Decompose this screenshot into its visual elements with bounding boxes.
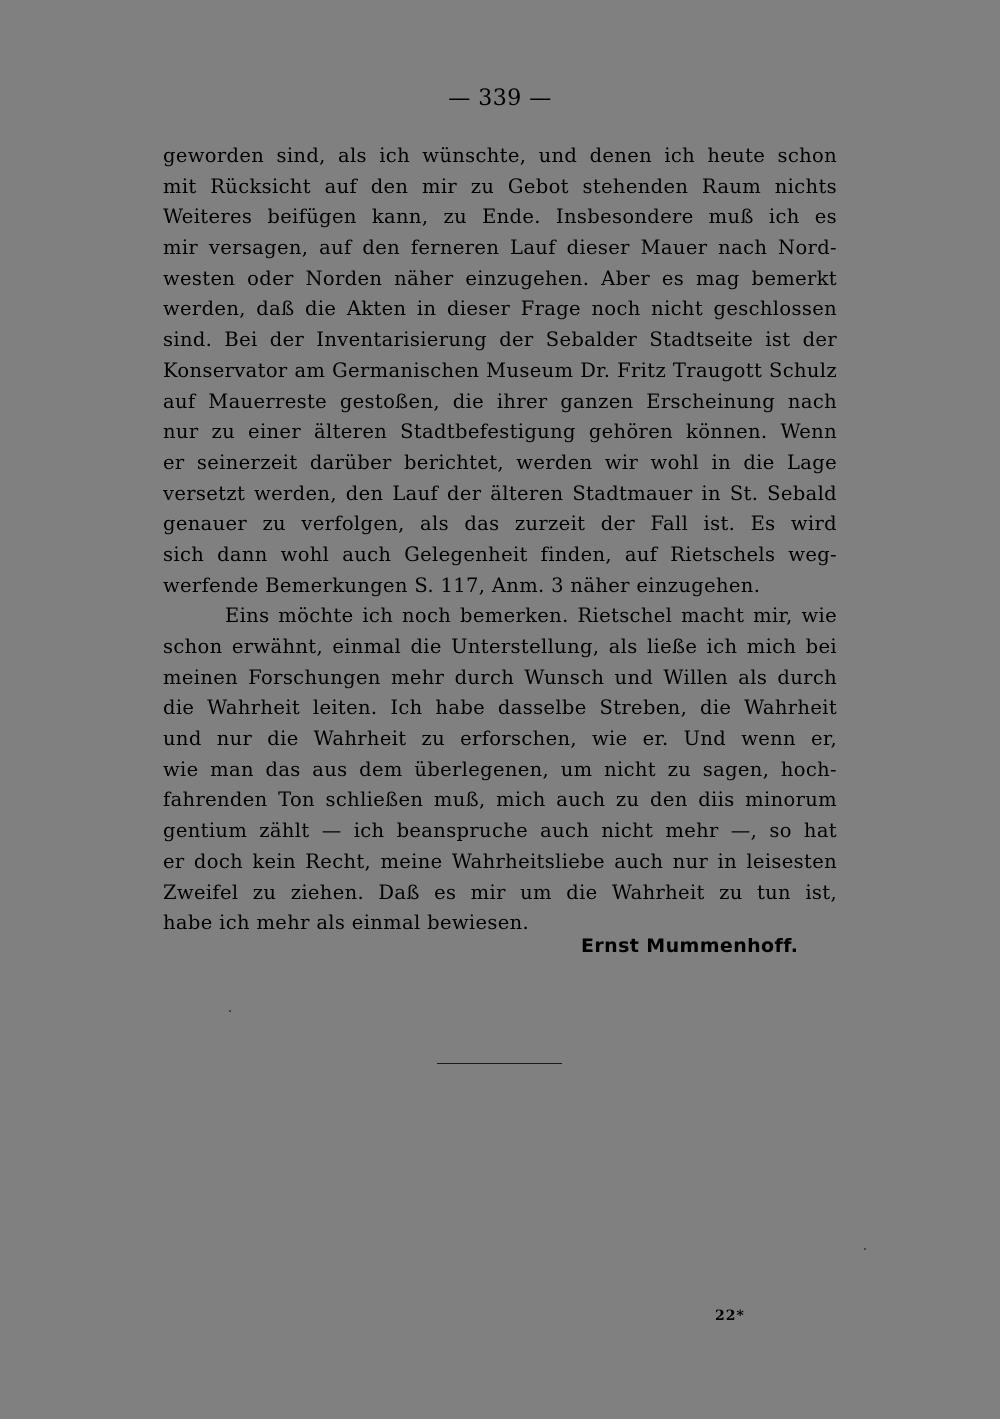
text-line: sind. Bei der Inventarisierung der Sebalder Stadtseite ist der — [163, 328, 837, 352]
signature-mark: 22* — [715, 1308, 745, 1324]
text-line: geworden sind, als ich wünschte, und denen ich heute schon — [163, 144, 837, 167]
text-line: er seinerzeit darüber berichtet, werden wir wohl in die Lage — [163, 450, 837, 474]
text-line: genauer zu verfolgen, als das zurzeit der Fall ist. Es wird — [163, 512, 837, 536]
text-line: auf Mauerreste gestoßen, die ihrer ganzen Erscheinung nach — [163, 389, 837, 413]
page-number: — 339 — — [448, 86, 552, 111]
text-line: westen oder Norden näher einzugehen. Aber es mag bemerkt — [163, 266, 837, 290]
text-line: gentium zählt — ich beanspruche auch nicht mehr —, so hat — [163, 819, 837, 843]
text-line: die Wahrheit leiten. Ich habe dasselbe Streben, die Wahrheit — [163, 696, 837, 720]
text-line: Zweifel zu ziehen. Daß es mir um die Wahrheit zu tun ist, — [163, 880, 837, 904]
text-line: Eins möchte ich noch bemerken. Rietschel macht mir, wie — [225, 604, 837, 628]
text-line: und nur die Wahrheit zu erforschen, wie er. Und wenn er, — [163, 727, 837, 751]
text-line: Konservator am Germanischen Museum Dr. Fritz Traugott Schulz — [163, 358, 837, 382]
text-line: schon erwähnt, einmal die Unterstellung, als ließe ich mich bei — [163, 635, 837, 658]
print-speck — [864, 1248, 866, 1250]
text-line: mir versagen, auf den ferneren Lauf dieser Mauer nach Nord- — [163, 236, 837, 260]
text-line: werden, daß die Akten in dieser Frage noch nicht geschlossen — [163, 297, 837, 321]
section-end-rule — [437, 1063, 562, 1064]
body-text — [163, 141, 837, 939]
text-line: werfende Bemerkungen S. 117, Anm. 3 näher einzugehen. — [163, 573, 761, 597]
text-line: er doch kein Recht, meine Wahrheitsliebe auch nur in leisesten — [163, 849, 837, 873]
text-line: wie man das aus dem überlegenen, um nicht zu sagen, hoch- — [163, 757, 837, 781]
text-line: sich dann wohl auch Gelegenheit finden, auf Rietschels weg- — [163, 542, 837, 566]
text-line: Weiteres beifügen kann, zu Ende. Insbesondere muß ich es — [163, 205, 837, 229]
text-line: meinen Forschungen mehr durch Wunsch und Willen als durch — [163, 665, 837, 689]
text-line: mit Rücksicht auf den mir zu Gebot stehenden Raum nichts — [163, 174, 837, 198]
text-line: habe ich mehr als einmal bewiesen. — [163, 911, 530, 935]
author-signature: Ernst Mummenhoff. — [581, 935, 799, 957]
text-line: fahrenden Ton schließen muß, mich auch zu den diis minorum — [163, 788, 837, 812]
print-speck — [229, 1010, 231, 1012]
text-line: versetzt werden, den Lauf der älteren Stadtmauer in St. Sebald — [163, 481, 837, 505]
text-line: nur zu einer älteren Stadtbefestigung gehören können. Wenn — [163, 420, 837, 444]
